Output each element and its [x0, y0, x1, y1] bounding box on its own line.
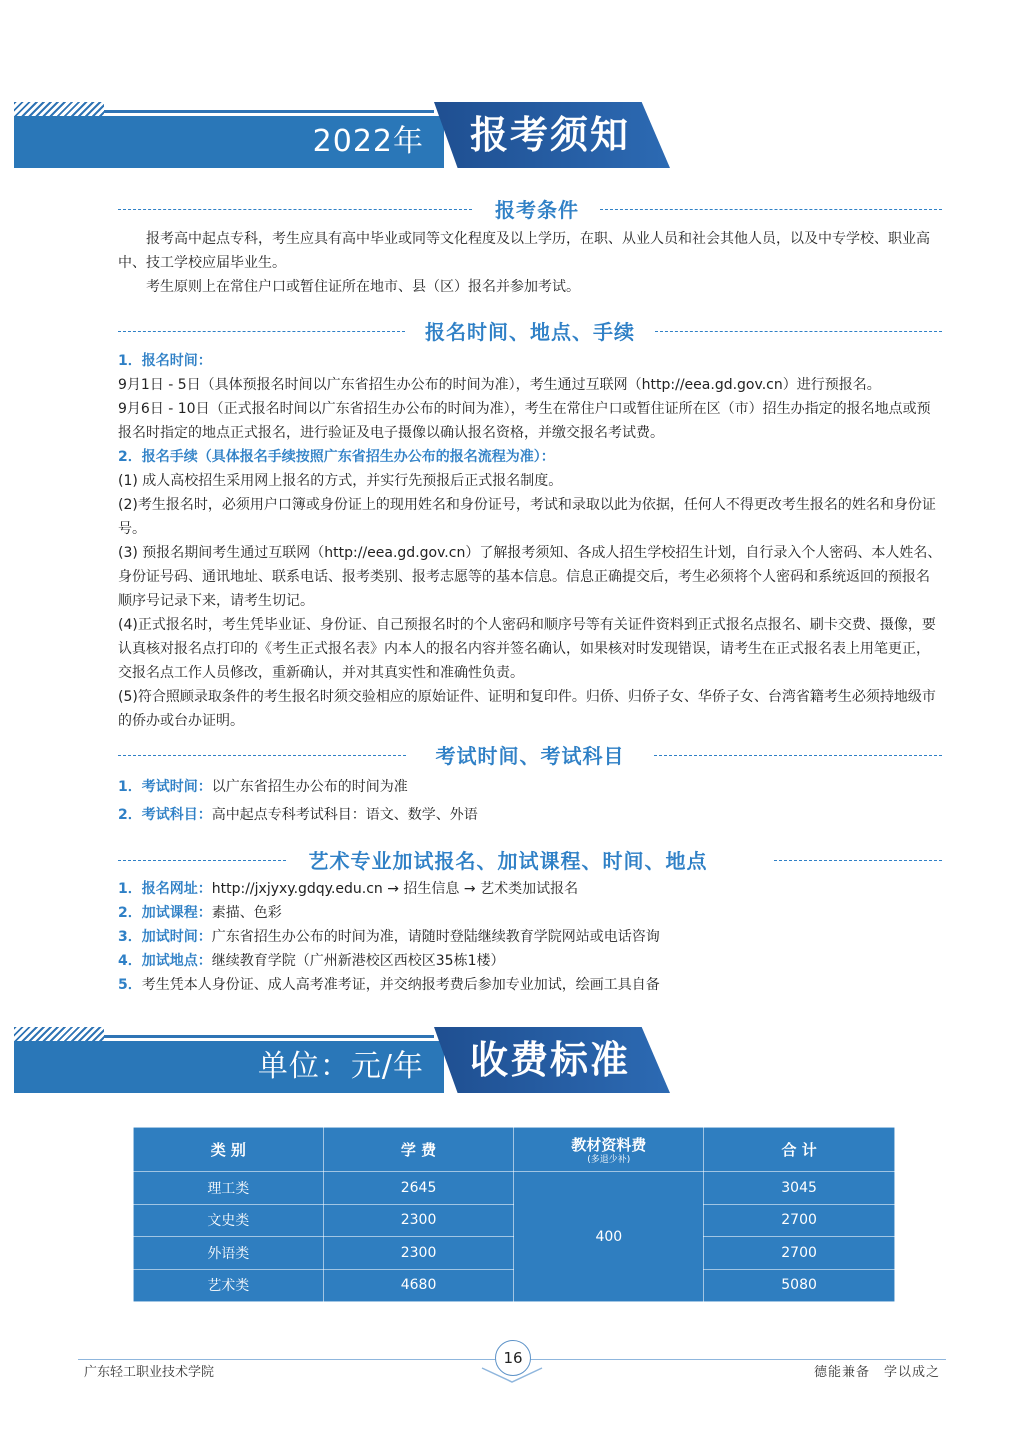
footer-motto: 德能兼备 学以成之 — [813, 1365, 940, 1380]
art-url-line — [118, 877, 942, 901]
art-time-label: 3．加试时间： — [118, 929, 212, 945]
art-note-line — [118, 973, 942, 997]
art-url-text: http://jxjyxy.gdqy.edu.cn → 招生信息 → 艺术类加试报名 — [211, 881, 579, 897]
art-time-text: 广东省招生办公布的时间为准，请随时登陆继续教育学院网站或电话咨询 — [211, 929, 660, 945]
dash-right — [655, 331, 942, 332]
art-courses-label: 2．加试课程： — [118, 905, 212, 921]
procedure-item-1: (1) 成人高校招生采用网上报名的方式，并实行先预报后正式报名制度。 — [118, 473, 563, 489]
cell-category: 艺术类 — [134, 1269, 324, 1302]
procedure-item-2: (2)考生报名时，必须用户口簿或身份证上的现用姓名和身份证号，考试和录取以此为依据，任何人不得更改考生报名的姓名和身份证号。 — [118, 497, 936, 537]
banner-fees — [0, 1027, 1024, 1097]
banner-line — [104, 110, 434, 113]
cell-tuition: 2300 — [323, 1237, 514, 1270]
cell-tuition: 2300 — [323, 1204, 514, 1237]
cell-total: 2700 — [704, 1204, 895, 1237]
section-header-exam — [118, 743, 942, 769]
exam-subjects-line — [118, 801, 942, 829]
banner-title: 收费标准 — [469, 1038, 630, 1082]
art-url-label: 1．报名网址： — [118, 881, 212, 897]
dash-right — [774, 860, 942, 861]
procedure-item-4: (4)正式报名时，考生凭毕业证、身份证、自己预报名时的个人密码和顺序号等有关证件资料到正式报名点报名、刷卡交费、摄像，要认真核对报名点打印的《考生正式报名表》内本人的报名内容并签名确认，如果核对时发现错误，请考生在正式报名表上用笔更正，交报名点工作人员修改，重新确认，并对其真实性和准确性负责。 — [118, 617, 936, 681]
section-header-art — [118, 848, 942, 874]
exam-time-label: 1．考试时间： — [118, 779, 212, 795]
section-title: 报名时间、地点、手续 — [425, 320, 635, 344]
art-courses-line — [118, 901, 942, 925]
fee-table-header — [134, 1128, 895, 1172]
dash-left — [118, 860, 286, 861]
header-total: 合 计 — [704, 1128, 895, 1172]
header-materials-note: (多退少补) — [587, 1155, 631, 1165]
art-time-line — [118, 925, 942, 949]
exam-subjects-text: 高中起点专科考试科目：语文、数学、外语 — [211, 807, 478, 823]
exam-time-line — [118, 773, 942, 801]
section-title: 报考条件 — [495, 198, 579, 222]
conditions-paragraph-1: 报考高中起点专科，考生应具有高中毕业或同等文化程度及以上学历，在职、从业人员和社会其他人员，以及中专学校、职业高中、技工学校应届毕业生。 — [118, 231, 930, 271]
procedure-item-5: (5)符合照顾录取条件的考生报名时须交验相应的原始证件、证明和复印件。归侨、归侨子女、华侨子女、台湾省籍考生必须持地级市的侨办或台办证明。 — [118, 689, 936, 729]
dash-left — [118, 755, 406, 756]
section-title: 艺术专业加试报名、加试课程、时间、地点 — [308, 849, 708, 873]
page-number: 16 — [495, 1340, 531, 1376]
fee-table — [133, 1127, 895, 1302]
art-note-number: 5． — [118, 977, 142, 993]
banner-stripes — [14, 102, 104, 116]
banner-line — [104, 1035, 434, 1038]
cell-materials: 400 — [514, 1172, 704, 1302]
dash-left — [118, 209, 472, 210]
banner-title: 报考须知 — [469, 113, 630, 157]
section-title: 考试时间、考试科目 — [435, 744, 625, 768]
art-place-label: 4．加试地点： — [118, 953, 212, 969]
conditions-paragraph-2: 考生原则上在常住户口或暂住证所在地市、县（区）报名并参加考试。 — [146, 279, 580, 295]
header-category: 类 别 — [134, 1128, 324, 1172]
cell-tuition: 4680 — [323, 1269, 514, 1302]
art-courses-text: 素描、色彩 — [211, 905, 282, 921]
art-note-text: 考生凭本人身份证、成人高考准考证，并交纳报考费后参加专业加试，绘画工具自备 — [141, 977, 660, 993]
table-row — [134, 1172, 895, 1205]
art-place-line — [118, 949, 942, 973]
procedure-item-3: (3) 预报名期间考生通过互联网（http://eea.gd.gov.cn）了解报考须知、各成人招生学校招生计划，自行录入个人密码、本人姓名、身份证号码、通讯地址、联系电话、报考类别、报考志愿等的基本信息。信息正确提交后，考生必须将个人密码和系统返回的预报名顺序号记录下来，请考生切记。 — [118, 545, 942, 609]
exam-time-text: 以广东省招生办公布的时间为准 — [211, 779, 408, 795]
cell-total: 3045 — [704, 1172, 895, 1205]
section-header-registration — [118, 319, 942, 345]
banner-notice — [0, 102, 1024, 172]
registration-time-line-1: 9月1日 - 5日（具体预报名时间以广东省招生办公布的时间为准），考生通过互联网（http://eea.gd.gov.cn）进行预报名。 — [118, 377, 881, 393]
section-body-conditions — [118, 227, 942, 299]
section-body-registration — [118, 349, 942, 733]
banner-unit: 单位：元/年 — [257, 1049, 424, 1084]
cell-tuition: 2645 — [323, 1172, 514, 1205]
header-tuition: 学 费 — [323, 1128, 514, 1172]
header-materials — [514, 1128, 704, 1172]
cell-total: 2700 — [704, 1237, 895, 1270]
section-header-conditions — [118, 197, 942, 223]
cell-category: 文史类 — [134, 1204, 324, 1237]
registration-time-line-2: 9月6日 - 10日（正式报名时间以广东省招生办公布的时间为准），考生在常住户口或暂住证所在区（市）招生办指定的报名地点或预报名时指定的地点正式报名，进行验证及电子摄像以确认报名资格，并缴交报名考试费。 — [118, 401, 931, 441]
header-materials-label: 教材资料费 — [571, 1136, 647, 1154]
registration-time-heading: 1．报名时间： — [118, 353, 212, 369]
art-place-text: 继续教育学院（广州新港校区西校区35栋1楼） — [211, 953, 505, 969]
dash-right — [600, 209, 942, 210]
dash-left — [118, 331, 405, 332]
section-body-art — [118, 877, 942, 997]
cell-category: 理工类 — [134, 1172, 324, 1205]
section-body-exam — [118, 773, 942, 829]
banner-year: 2022年 — [312, 124, 424, 159]
registration-procedure-heading: 2．报名手续（具体报名手续按照广东省招生办公布的报名流程为准）： — [118, 449, 555, 465]
exam-subjects-label: 2．考试科目： — [118, 807, 212, 823]
cell-total: 5080 — [704, 1269, 895, 1302]
banner-stripes — [14, 1027, 104, 1041]
dash-right — [654, 755, 942, 756]
cell-category: 外语类 — [134, 1237, 324, 1270]
footer-school-name: 广东轻工职业技术学院 — [84, 1365, 215, 1380]
